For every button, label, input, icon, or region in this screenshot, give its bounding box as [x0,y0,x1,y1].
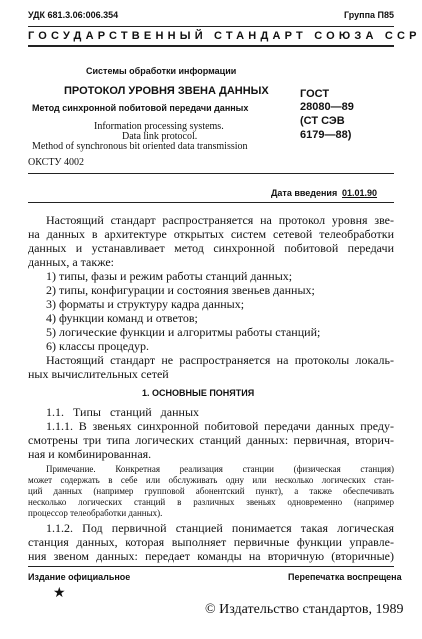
list-item: 4) функции команд и ответов; [46,311,198,325]
st-sev-label: (СТ СЭВ [300,115,345,127]
subsection-title: 1.1. Типы станций данных [46,405,200,419]
official-edition: Издание официальное [28,572,131,582]
intro-line-1: Настоящий стандарт распространяется на протокол уровня зве- [46,213,394,227]
effective-date: 01.01.90 [342,188,378,198]
para-1-1-1-line-2: смотрены три типа логических станций данных: первичная, вторич- [28,433,394,447]
note-line-5: процессор телеобработки данных). [28,508,163,518]
gost-label: ГОСТ [300,88,330,100]
list-item: 1) типы, фазы и режим работы станций данных; [46,269,293,283]
note-line-3: ций данных (например групповой абонентский пункт), а также обеспечивать [28,486,394,496]
para-1-1-2-line-3: ния звеном данных: передает команды на вторичную (вторичные) [28,549,394,563]
st-sev-number: 6179—88) [300,129,352,141]
method-title: Метод синхронной побитовой передачи данных [32,103,249,113]
title-rule [28,173,394,174]
footer-rule [28,566,394,567]
copyright: © Издательство стандартов, 1989 [205,602,404,617]
udc-code: УДК 681.3.06:006.354 [28,10,119,20]
note-line-2: может содержать в себе или обслуживать одну или несколько логических стан- [28,475,394,485]
standard-title: ГОСУДАРСТВЕННЫЙ СТАНДАРТ СОЮЗА ССР [28,30,421,42]
header-rule-2 [28,45,394,47]
intro-line-3: данных и устанавливает метод синхронной побитовой передачи [28,241,394,255]
group-code: Группа П85 [343,10,394,20]
system-title: Системы обработки информации [86,66,237,76]
list-item: 2) типы, конфигурации и состояния звеньев данных; [46,283,315,297]
note-line-1: Примечание. Конкретная реализация станции (физическая станция) [46,464,394,474]
intro-line-2: на данных в архитектуре открытых систем сетевой телеобработки [28,227,394,241]
reprint-prohibited: Перепечатка воспрещена [288,572,402,582]
list-item: 3) форматы и структуру кадра данных; [46,297,245,311]
list-item: 6) классы процедур. [46,339,149,353]
para-1-1-2-line-2: станция данных, которая выполняет первичные функции управле- [28,535,394,549]
effective-date-label: Дата введения [271,188,338,198]
header-rule [28,26,394,27]
para-1-1-1-line-1: 1.1.1. В звеньях синхронной побитовой передачи данных преду- [46,419,394,433]
intro-line-4: данных, а также: [28,255,115,269]
intro-p2-line-2: ных вычислительных сетей [28,367,169,381]
intro-p2-line-1: Настоящий стандарт не распространяется на протоколы локаль- [46,353,394,367]
english-title-line-3: Method of synchronous bit oriented data transmission [32,141,248,152]
date-rule [28,202,394,203]
para-1-1-1-line-3: ная и комбинированная. [28,447,152,461]
english-title-line-1: Information processing systems. [94,121,224,132]
list-item: 5) логические функции и алгоритмы работы станций; [46,325,321,339]
section-title: 1. ОСНОВНЫЕ ПОНЯТИЯ [142,388,255,398]
gost-number: 28080—89 [300,101,354,113]
english-title-line-2: Data link protocol. [122,131,198,142]
note-line-4: несколько логических станций в различных звеньях одновременно (например [28,497,394,507]
protocol-title: ПРОТОКОЛ УРОВНЯ ЗВЕНА ДАННЫХ [64,85,269,97]
para-1-1-2-line-1: 1.1.2. Под первичной станцией понимается такая логическая [46,521,394,535]
okstu-code: ОКСТУ 4002 [28,157,85,168]
star-icon: ★ [53,586,66,601]
